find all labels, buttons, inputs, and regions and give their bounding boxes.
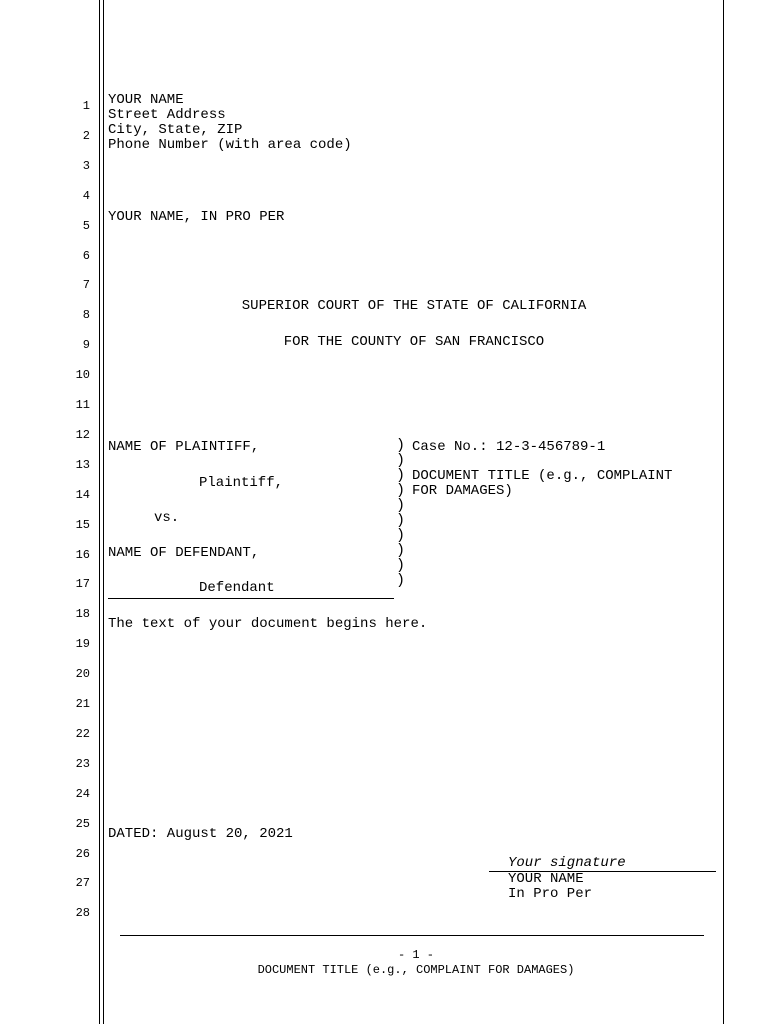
court-name: SUPERIOR COURT OF THE STATE OF CALIFORNIA [241,298,587,314]
footer-document-title: DOCUMENT TITLE (e.g., COMPLAINT FOR DAMAGES) [257,963,575,977]
footer-rule [120,935,704,936]
footer-page-number: - 1 - [397,948,434,962]
line-number: 10 [75,368,90,383]
attorney-name: YOUR NAME [108,92,184,108]
document-title-line2: FOR DAMAGES) [412,483,513,499]
line-number: 3 [82,158,90,173]
line-number: 8 [82,308,90,323]
signature-name: YOUR NAME [508,871,584,887]
caption-paren: ) [396,452,406,469]
signature: Your signature [508,855,626,871]
line-number: 26 [75,846,90,861]
line-number: 19 [75,637,90,652]
line-number: 18 [75,607,90,622]
left-margin-rule-outer [99,0,100,1024]
caption-paren: ) [396,482,406,499]
line-number: 9 [82,338,90,353]
caption-paren: ) [396,542,406,559]
line-number: 20 [75,667,90,682]
line-number: 17 [75,577,90,592]
line-number: 5 [82,218,90,233]
line-number: 28 [75,906,90,921]
defendant-role: Defendant [199,580,275,596]
caption-paren: ) [396,527,406,544]
line-number: 7 [82,278,90,293]
line-number: 11 [75,398,90,412]
versus: vs. [154,510,180,526]
line-number: 1 [82,99,90,113]
line-number: 4 [82,188,90,203]
attorney-street: Street Address [108,107,226,123]
attorney-city: City, State, ZIP [108,122,243,138]
line-number: 14 [75,487,90,502]
line-number: 15 [75,517,90,532]
line-number: 6 [82,248,90,263]
line-number: 16 [75,547,90,562]
plaintiff-role: Plaintiff, [199,475,284,491]
document-title-line1: DOCUMENT TITLE (e.g., COMPLAINT [412,468,673,484]
caption-paren: ) [396,437,406,454]
case-number: Case No.: 12-3-456789-1 [412,439,606,455]
caption-underline [108,598,394,599]
caption-paren: ) [396,512,406,529]
line-number: 24 [75,786,90,801]
line-number: 27 [75,876,90,891]
plaintiff-name: NAME OF PLAINTIFF, [108,439,260,455]
caption-paren: ) [396,467,406,484]
left-margin-rule-inner [103,0,104,1024]
caption-paren: ) [396,557,406,574]
line-number: 23 [75,756,90,771]
body-text: The text of your document begins here. [108,616,428,632]
line-number: 25 [75,816,90,831]
defendant-name: NAME OF DEFENDANT, [108,545,260,561]
dated-line: DATED: August 20, 2021 [108,826,293,842]
right-margin-rule [723,0,724,1024]
signature-role: In Pro Per [508,886,593,902]
court-county: FOR THE COUNTY OF SAN FRANCISCO [283,334,545,350]
line-number: 12 [75,427,90,442]
line-number: 13 [75,457,90,472]
line-number: 21 [75,697,90,711]
caption-paren: ) [396,572,406,589]
line-number: 22 [75,726,90,741]
attorney-pro-per: YOUR NAME, IN PRO PER [108,209,285,225]
caption-paren: ) [396,497,406,514]
line-number: 2 [82,128,90,143]
attorney-phone: Phone Number (with area code) [108,137,352,153]
